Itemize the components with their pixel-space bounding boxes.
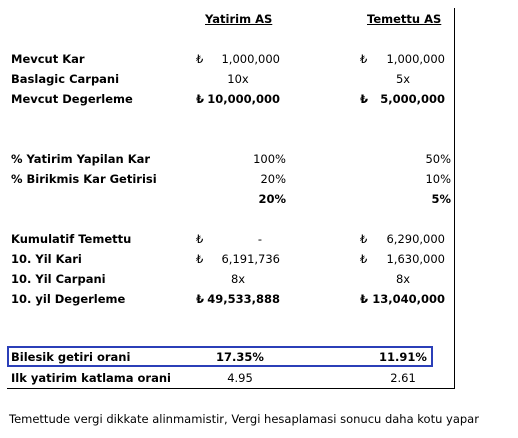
value-a-bilesik-getiri-orani: 17.35%	[216, 350, 264, 364]
label-bilesik-getiri-orani: Bilesik getiri orani	[11, 350, 131, 364]
value-b-yatirim-yapilan-kar: 50%	[425, 152, 451, 166]
currency-icon: ₺	[196, 92, 205, 106]
label-yil-carpani: 10. Yil Carpani	[11, 272, 106, 286]
value-a-yil-kari: 6,191,736	[221, 252, 280, 266]
value-b-mevcut-degerleme: 5,000,000	[380, 92, 445, 106]
value-a-baslagic-carpani: 10x	[227, 72, 249, 86]
currency-icon: ₺	[196, 52, 204, 66]
label-kumulatif-temettu: Kumulatif Temettu	[11, 232, 132, 246]
value-b-ilk-yatirim-katlama-orani: 2.61	[390, 371, 416, 385]
label-birikmis-kar-getirisi: % Birikmis Kar Getirisi	[11, 172, 157, 186]
label-mevcut-degerleme: Mevcut Degerleme	[11, 92, 133, 106]
value-a-yatirim-yapilan-kar: 100%	[253, 152, 286, 166]
label-yil-kari: 10. Yil Kari	[11, 252, 82, 266]
currency-icon: ₺	[360, 52, 368, 66]
currency-icon: ₺	[360, 92, 369, 106]
label-yatirim-yapilan-kar: % Yatirim Yapilan Kar	[11, 152, 151, 166]
value-b-yil-kari: 1,630,000	[386, 252, 445, 266]
value-b-baslagic-carpani: 5x	[395, 72, 411, 86]
currency-icon: ₺	[196, 252, 204, 266]
label-baslagic-carpani: Baslagic Carpani	[11, 72, 120, 86]
currency-icon: ₺	[360, 252, 368, 266]
value-b-kumulatif-temettu: 6,290,000	[386, 232, 445, 246]
currency-icon: ₺	[360, 232, 368, 246]
value-a-product: 20%	[258, 192, 286, 206]
label-ilk-yatirim-katlama-orani: Ilk yatirim katlama orani	[11, 371, 171, 385]
footnote: Temettude vergi dikkate alinmamistir, Vergi hesaplamasi sonucu daha kotu yapar	[9, 412, 479, 426]
value-a-yil-carpani: 8x	[230, 272, 246, 286]
value-b-product: 5%	[431, 192, 451, 206]
value-b-mevcut-kar: 1,000,000	[386, 52, 445, 66]
label-mevcut-kar: Mevcut Kar	[11, 52, 85, 66]
value-b-yil-carpani: 8x	[395, 272, 411, 286]
value-b-bilesik-getiri-orani: 11.91%	[379, 350, 427, 364]
currency-icon: ₺	[360, 292, 369, 306]
value-a-kumulatif-temettu: -	[257, 232, 263, 246]
currency-icon: ₺	[196, 232, 204, 246]
value-b-birikmis-kar-getirisi: 10%	[425, 172, 451, 186]
currency-icon: ₺	[196, 292, 205, 306]
header-col-b: Temettu AS	[367, 12, 442, 26]
value-b-yil-degerleme: 13,040,000	[372, 292, 445, 306]
header-col-a: Yatirim AS	[205, 12, 273, 26]
value-a-mevcut-degerleme: 10,000,000	[207, 92, 280, 106]
value-a-yil-degerleme: 49,533,888	[207, 292, 280, 306]
value-a-ilk-yatirim-katlama-orani: 4.95	[227, 371, 253, 385]
label-yil-degerleme: 10. yil Degerleme	[11, 292, 126, 306]
value-a-birikmis-kar-getirisi: 20%	[260, 172, 286, 186]
value-a-mevcut-kar: 1,000,000	[221, 52, 280, 66]
